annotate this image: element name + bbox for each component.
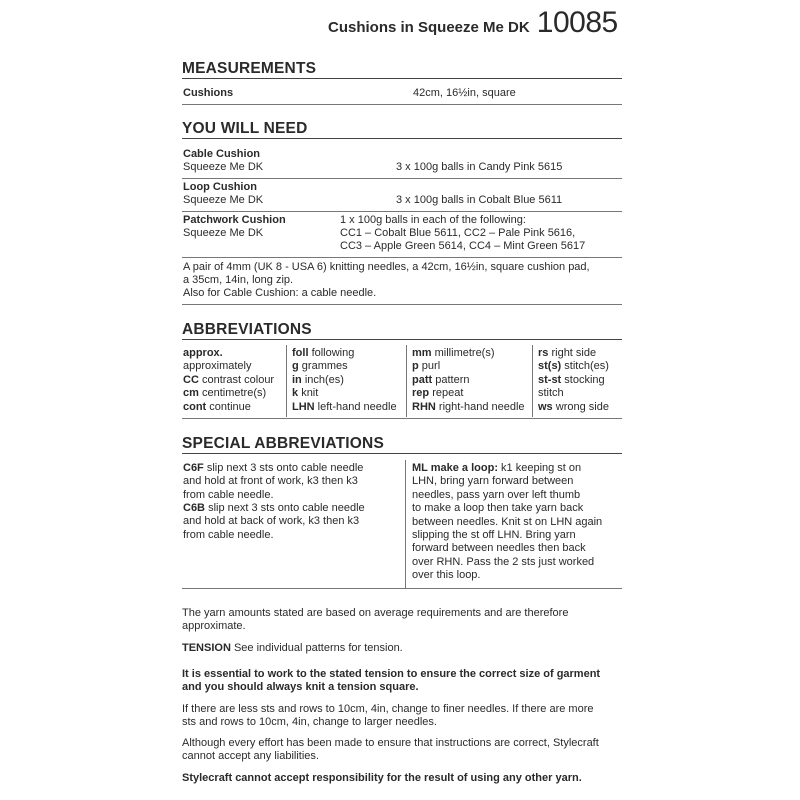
patchwork-amount-line-2: CC1 – Cobalt Blue 5611, CC2 – Pale Pink 5616, (340, 227, 576, 239)
divider (182, 257, 622, 258)
essential-tension-note: It is essential to work to the stated tension to ensure the correct size of garment and you should always knit a tension square. (182, 668, 601, 694)
divider (182, 211, 622, 212)
loop-cushion-name: Loop Cushion (183, 181, 257, 193)
abbreviation-entry: foll following (292, 347, 355, 359)
abbreviation-entry: rs right side (538, 347, 597, 359)
divider (182, 418, 622, 419)
equipment-line-1: A pair of 4mm (UK 8 - USA 6) knitting needles, a 42cm, 16½in, square cushion pad, (183, 261, 590, 273)
cable-cushion-yarn: Squeeze Me DK (183, 161, 264, 173)
abbreviations-column-1 (183, 347, 274, 414)
abbreviation-entry: patt pattern (412, 373, 470, 386)
column-divider (405, 460, 406, 588)
c6f-abbr: C6F (183, 462, 204, 474)
c6f-definition: C6F slip next 3 sts onto cable needle and hold at front of work, k3 then k3 from cable needle. (183, 462, 364, 501)
loop-cushion-amount: 3 x 100g balls in Cobalt Blue 5611 (396, 194, 563, 206)
cable-cushion-name: Cable Cushion (183, 148, 261, 160)
abbreviation-entry: ws wrong side (538, 400, 609, 413)
cable-cushion-amount: 3 x 100g balls in Candy Pink 5615 (396, 161, 563, 173)
abbreviation-entry: st(s) stitch(es) (538, 360, 609, 373)
you-will-need-heading: YOU WILL NEED (182, 122, 622, 139)
divider (182, 104, 622, 105)
divider (182, 588, 622, 589)
abbreviation-entry: CC contrast colour (183, 373, 275, 386)
abbreviation-entry: p purl (412, 360, 441, 373)
divider (182, 178, 622, 179)
needle-size-note: If there are less sts and rows to 10cm, 4in, change to finer needles. If there are more sts and rows to 10cm, 4in, change to larger needles. (182, 703, 594, 729)
abbreviation-entry: st-st stocking (538, 373, 605, 386)
page-header (328, 6, 618, 39)
loop-cushion-yarn: Squeeze Me DK (183, 194, 264, 206)
measurements-value: 42cm, 16½in, square (413, 87, 516, 99)
abbreviation-entry: in inch(es) (292, 373, 344, 386)
pattern-code: 10085 (536, 6, 618, 39)
abbreviation-entry: stitch (538, 387, 564, 400)
abbreviation-entry: k knit (292, 387, 319, 400)
abbreviation-entry: RHN right-hand needle (412, 400, 525, 413)
patchwork-amount-line-1: 1 x 100g balls in each of the following: (340, 214, 526, 226)
patchwork-cushion-name: Patchwork Cushion (183, 214, 286, 226)
column-divider (406, 345, 407, 417)
abbreviation-entry: g grammes (292, 360, 348, 373)
abbreviation-entry: cont continue (183, 400, 251, 413)
c6b-abbr: C6B (183, 502, 206, 514)
column-divider (286, 345, 287, 417)
special-abbreviations-heading: SPECIAL ABBREVIATIONS (182, 437, 622, 454)
ml-definition: ML make a loop: k1 keeping st on LHN, bring yarn forward between needles, pass yarn over left thumb to make a loop then take yarn back between needles. Knit st on LHN again slipping the st off LHN. Bring yarn forward between needles then back over RHN. Pass the 2 sts just worked over this loop. (412, 462, 603, 582)
abbreviation-entry: cm centimetre(s) (183, 387, 267, 400)
equipment-line-3: Also for Cable Cushion: a cable needle. (183, 287, 377, 299)
divider (182, 304, 622, 305)
c6b-definition: C6B slip next 3 sts onto cable needle and hold at back of work, k3 then k3 from cable needle. (183, 502, 365, 541)
abbreviation-entry: mm millimetre(s) (412, 347, 495, 359)
tension-note: TENSION See individual patterns for tension. (182, 642, 403, 654)
tension-label: TENSION (182, 642, 231, 654)
abbreviation-entry: approx. (183, 347, 223, 359)
measurements-label: Cushions (183, 87, 234, 99)
column-divider (532, 345, 533, 417)
abbreviations-column-2 (292, 347, 397, 414)
abbreviations-heading: ABBREVIATIONS (182, 323, 622, 340)
yarn-amounts-note: The yarn amounts stated are based on average requirements and are therefore approximate. (182, 607, 569, 633)
responsibility-note: Stylecraft cannot accept responsibility for the result of using any other yarn. (182, 772, 582, 784)
ml-abbr: ML make a loop: (412, 462, 498, 474)
liability-note: Although every effort has been made to ensure that instructions are correct, Stylecraft cannot accept any liabilities. (182, 737, 599, 763)
patchwork-cushion-yarn: Squeeze Me DK (183, 227, 264, 239)
abbreviation-entry: approximately (183, 360, 252, 373)
measurements-heading: MEASUREMENTS (182, 62, 622, 79)
abbreviations-column-3 (412, 347, 525, 414)
equipment-line-2: a 35cm, 14in, long zip. (183, 274, 294, 286)
patchwork-amount-line-3: CC3 – Apple Green 5614, CC4 – Mint Green 5617 (340, 240, 586, 252)
abbreviations-column-4 (538, 347, 609, 414)
abbreviation-entry: LHN left-hand needle (292, 400, 397, 413)
pattern-title: Cushions in Squeeze Me DK (328, 19, 530, 36)
abbreviation-entry: rep repeat (412, 387, 464, 400)
